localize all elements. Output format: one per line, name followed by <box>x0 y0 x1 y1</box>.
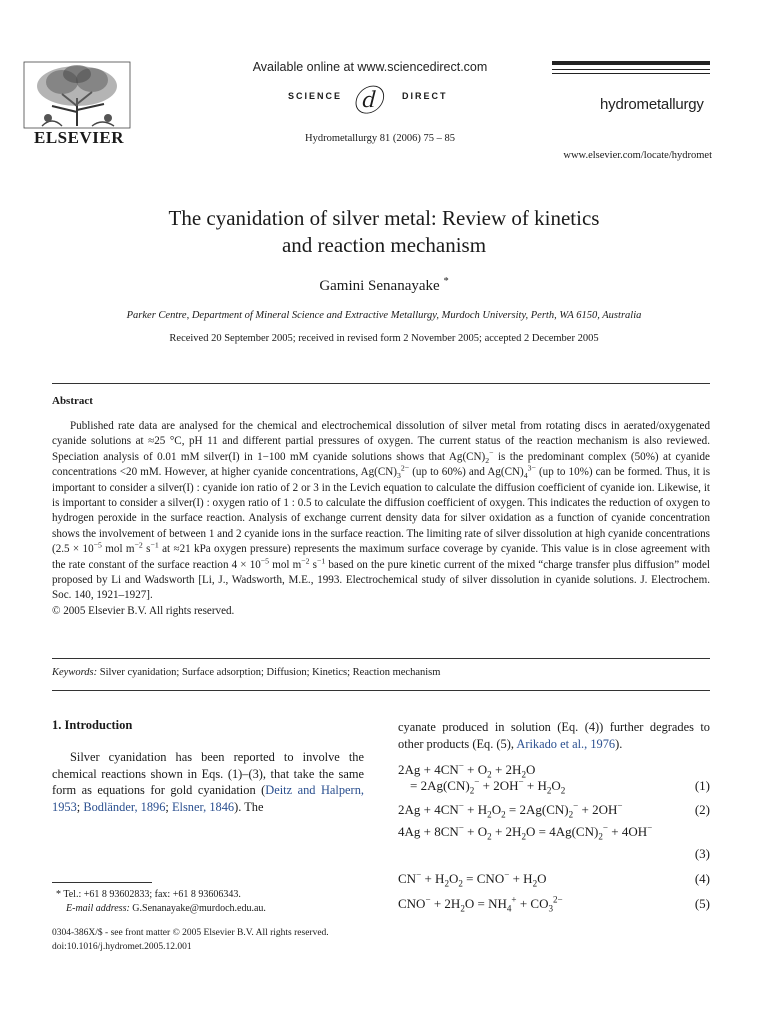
available-online-text: Available online at www.sciencedirect.com <box>252 60 488 74</box>
equation-1: $2Ag + 4CN^- + O_2 + 2H_2O$ <box>398 760 536 780</box>
author <box>64 278 704 295</box>
title-line: The cyanidation of silver metal: Review of kinetics <box>168 206 600 230</box>
abstract-top-rule <box>52 383 710 384</box>
footnote-contact: * Tel.: +61 8 93602833; fax: +61 8 93606343. <box>56 889 241 900</box>
brand-rule <box>552 69 710 70</box>
sciencedirect-logo-left: SCIENCE <box>288 91 343 101</box>
title-line: and reaction mechanism <box>281 233 487 257</box>
email-label: E-mail address: <box>66 903 130 914</box>
equation-2: $2Ag + 4CN^- + H_2O_2 = 2Ag(CN)_2^- + 2OH^-$ <box>398 800 623 820</box>
sciencedirect-logo <box>272 80 482 118</box>
equation-number: (4) <box>694 871 710 886</box>
elsevier-tree-logo <box>22 60 132 130</box>
citation-link[interactable]: Elsner, 1846 <box>171 799 235 814</box>
abstract-paragraph: Published rate data are analysed for the chemical and electrochemical dissolution of silver metal from rotating discs in aerated/oxygenated cyanide solutions at ≈25 °C, pH 11 and different partial pressures of oxygen. The current status of the reaction mechanism is also reviewed. Speciation analysis of 0.01 mM silver(I) in 1−100 mM cyanide solutions shows that $Ag(CN)_2^-$ is the predominant complex (50%) at cyanide concentrations <20 mM. However, at higher cyanide concentrations, $Ag(CN)_3^{2-}$ (up to 60%) and $Ag(CN)_4^{3-}$ (up to 10%) can be formed. Thus, it is important to consider a silver(I) : cyanide ion ratio of 2 or 3 in the Levich equation to calculate the diffusion coefficient of cyanide ion. Likewise, it is important to consider a silver(I) : oxygen ratio of 1 : 0.5 to calculate the diffusion coefficient of oxygen. This indicates the reduction of oxygen to hydrogen peroxide in the surface reaction. Analysis of exchange current density data for silver oxidation as a function of cyanide concentration shows the involvement of between 1 and 2 cyanide ions in the surface reaction. The limiting rate of silver dissolution at high cyanide concentrations ($2.5 \times 10^{-5}$ mol $m^{-2}$ $s^{-1}$ at ≈21 kPa oxygen pressure) represents the maximum surface coverage by cyanide. This value is in close agreement with the rate constant of the surface reaction $4 \times 10^{-5}$ mol $m^{-2}$ $s^{-1}$ based on the pure kinetic current of the mixed “charge transfer plus diffusion” model proposed by Li and Wadsworth [Li, J., Wadsworth, M.E., 1993. Electrochemical study of silver dissolution in cyanide solutions. J. Electrochem. Soc. 140, 1921–1927]. <box>52 420 711 602</box>
copyright: © 2005 Elsevier B.V. All rights reserved. <box>52 604 235 617</box>
intro-paragraph: Silver cyanidation has been reported to involve the chemical reactions shown in Eqs. (1)–(3), that take the same form as equations for gold cyanidation (Deitz and Halpern, 1953; Bodländer, 1896; Elsner, 1846). The <box>52 750 364 814</box>
citation-link[interactable]: Bodländer, 1896 <box>83 799 166 814</box>
doi[interactable]: doi:10.1016/j.hydromet.2005.12.001 <box>52 942 192 952</box>
equation-4: $CN^- + H_2O_2 = CNO^- + H_2O$ <box>398 869 547 889</box>
footnote-rule <box>52 882 152 883</box>
section-heading: 1. Introduction <box>52 718 133 732</box>
intro-paragraph-continued: cyanate produced in solution (Eq. (4)) further degrades to other products (Eq. (5), Arikado et al., 1976). <box>398 720 710 751</box>
front-matter-line: 0304-386X/$ - see front matter © 2005 Elsevier B.V. All rights reserved. <box>52 928 329 938</box>
email-address[interactable]: G.Senanayake@murdoch.edu.au. <box>132 903 266 914</box>
equation-5: $CNO^- + 2H_2O = NH_4^+ + CO_3^{2-}$ <box>398 894 563 914</box>
footnote-email-line <box>56 902 366 916</box>
keywords-bottom-rule <box>52 690 710 691</box>
abstract-heading: Abstract <box>52 395 93 407</box>
equation-number: (1) <box>694 778 710 793</box>
equation-number: (2) <box>694 802 710 817</box>
affiliation: Parker Centre, Department of Mineral Science and Extractive Metallurgy, Murdoch University, Perth, WA 6150, Australia <box>126 310 642 321</box>
publisher-name: ELSEVIER <box>34 128 124 147</box>
journal-url[interactable]: www.elsevier.com/locate/hydromet <box>563 150 712 161</box>
equation-number: (3) <box>694 846 710 861</box>
brand-rule <box>552 61 710 65</box>
keywords <box>52 667 710 678</box>
sciencedirect-logo-right: DIRECT <box>402 91 448 101</box>
article-title <box>64 205 704 259</box>
author-footnote-mark[interactable]: * <box>443 276 449 287</box>
brand-rule <box>552 73 710 74</box>
citation-link[interactable]: Arikado et al., 1976 <box>516 736 616 751</box>
front-matter <box>52 926 382 954</box>
citation-link[interactable]: Deitz and Halpern, 1953 <box>52 783 364 814</box>
journal-reference: Hydrometallurgy 81 (2006) 75 – 85 <box>305 133 455 144</box>
author-name: Gamini Senanayake <box>319 278 440 294</box>
journal-brand: hydrometallurgy <box>600 96 704 113</box>
abstract-body <box>52 419 710 619</box>
keywords-label: Keywords: <box>52 667 98 678</box>
keywords-text: Silver cyanidation; Surface adsorption; Diffusion; Kinetics; Reaction mechanism <box>99 667 441 678</box>
equation-number: (5) <box>694 896 710 911</box>
keywords-top-rule <box>52 658 710 659</box>
sciencedirect-d-icon: ⓓ <box>352 85 382 118</box>
article-dates: Received 20 September 2005; received in revised form 2 November 2005; accepted 2 December 2005 <box>169 333 599 344</box>
equation-1-continued: = $2Ag(CN)_2^- + 2OH^- + H_2O_2$ <box>410 776 566 796</box>
footnote <box>56 888 366 916</box>
equation-3: $4Ag + 8CN^- + O_2 + 2H_2O = 4Ag(CN)_2^- + 4OH^-$ <box>398 822 653 842</box>
